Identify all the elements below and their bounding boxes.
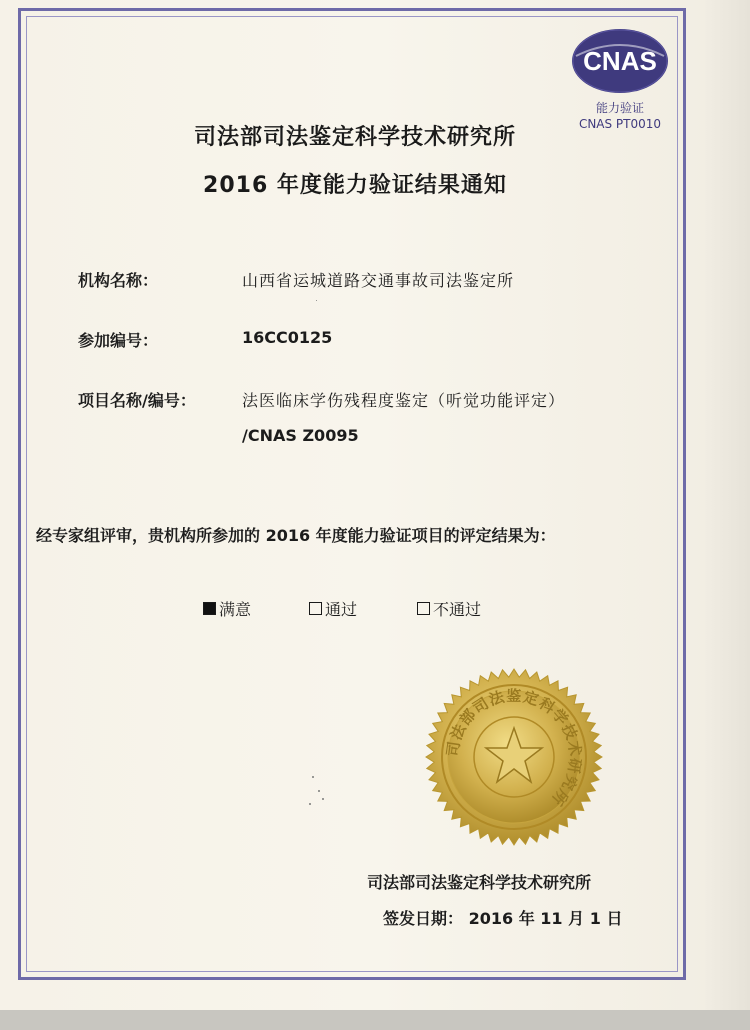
page-title-line1: 司法部司法鉴定科学技术研究所 bbox=[193, 125, 516, 150]
result-option-pass bbox=[309, 597, 357, 620]
signing-year-unit: 年 bbox=[518, 909, 535, 928]
issuer-name: 司法部司法鉴定科学技术研究所 bbox=[367, 873, 592, 892]
scan-edge-shadow bbox=[705, 0, 750, 1030]
seal-text: 司法部司法鉴定科学技术研究所 bbox=[443, 686, 585, 810]
signing-day-unit: 日 bbox=[606, 909, 623, 928]
result-option-label: 满意 bbox=[219, 600, 252, 619]
project-label: 项目名称/编号： bbox=[78, 391, 196, 410]
checkbox-checked-icon bbox=[203, 602, 216, 615]
project-value-line2: /CNAS Z0095 bbox=[242, 426, 359, 445]
scan-bottom-strip bbox=[0, 1010, 750, 1030]
result-option-label: 通过 bbox=[325, 600, 358, 619]
cnas-logo-mark: CNAS bbox=[583, 46, 657, 76]
signing-year: 2016 bbox=[468, 909, 514, 928]
cnas-caption: 能力验证 bbox=[595, 101, 644, 115]
signing-month-unit: 月 bbox=[568, 909, 585, 928]
signing-day: 1 bbox=[589, 909, 601, 928]
signing-date-label: 签发日期： bbox=[383, 909, 464, 928]
signing-month: 11 bbox=[540, 909, 563, 928]
result-option-fail bbox=[417, 597, 481, 620]
institution-label: 机构名称： bbox=[78, 271, 159, 290]
project-value-line1: 法医临床学伤残程度鉴定（听觉功能评定） bbox=[242, 391, 566, 410]
participant-number-label: 参加编号： bbox=[78, 331, 159, 350]
checkbox-empty-icon bbox=[309, 602, 322, 615]
cnas-logo bbox=[568, 26, 672, 96]
result-option-label: 不通过 bbox=[433, 600, 482, 619]
evaluation-statement: 经专家组评审，贵机构所参加的 2016 年度能力验证项目的评定结果为： bbox=[36, 526, 556, 545]
participant-number-value: 16CC0125 bbox=[242, 328, 333, 347]
institution-value: 山西省运城道路交通事故司法鉴定所 bbox=[242, 271, 515, 290]
result-option-satisfactory bbox=[203, 597, 251, 620]
page-title-line2: 2016 年度能力验证结果通知 bbox=[203, 173, 507, 198]
signing-date bbox=[383, 906, 622, 929]
checkbox-empty-icon bbox=[417, 602, 430, 615]
gold-seal bbox=[425, 668, 603, 846]
cnas-program-code: CNAS PT0010 bbox=[578, 117, 662, 131]
